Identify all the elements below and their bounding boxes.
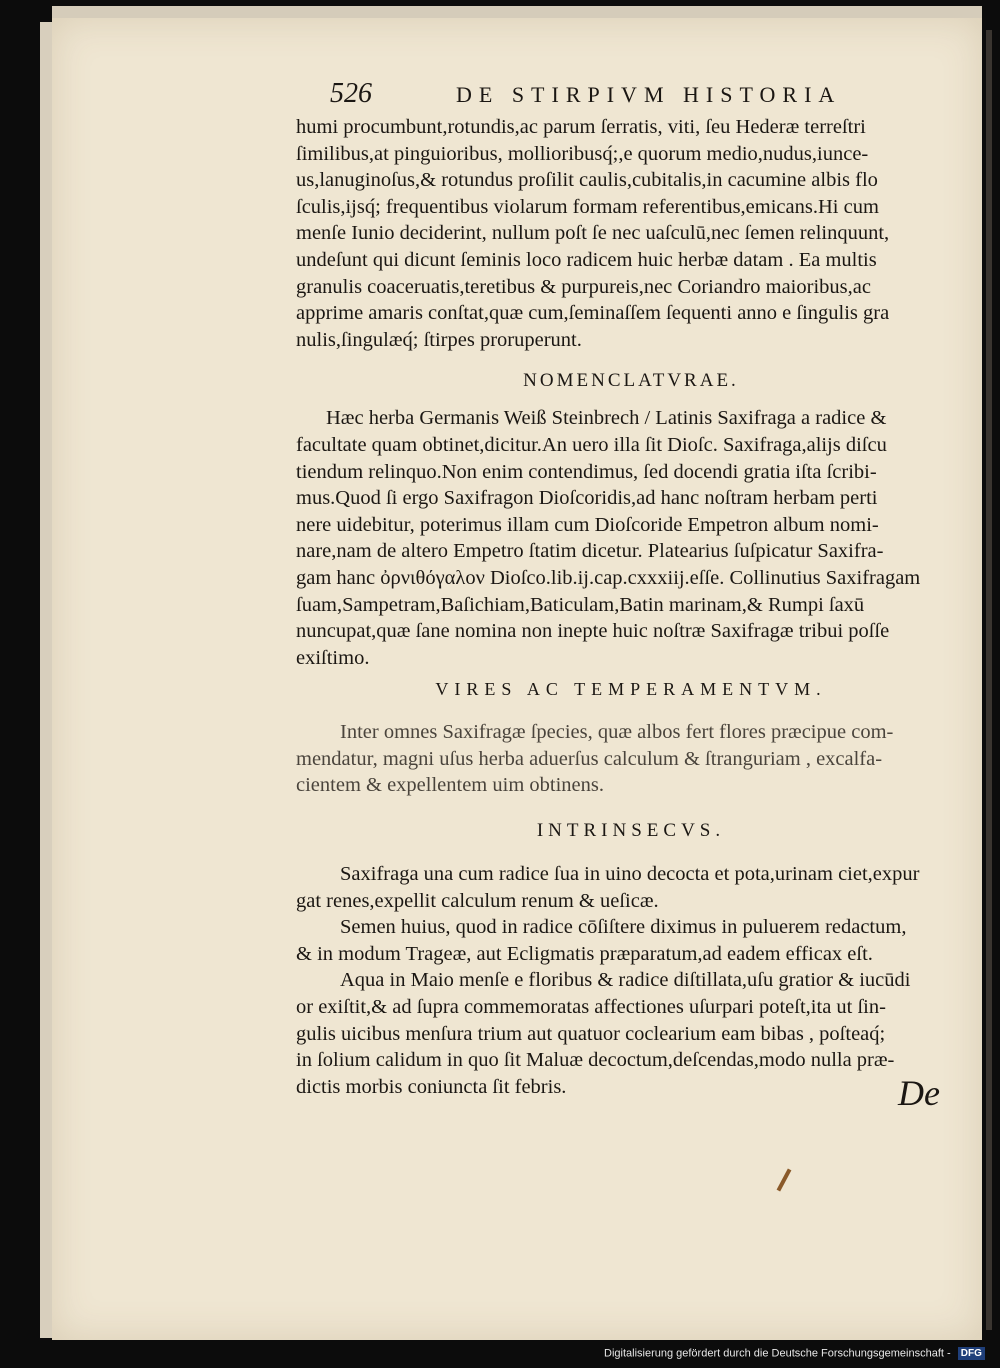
text-line: dictis morbis coniuncta ſit febris. [296, 1075, 567, 1098]
credit-text: Digitalisierung gefördert durch die Deutsche Forschungsgemeinschaft - [604, 1347, 951, 1360]
text-line: nulis,ſingulæq́; ſtirpes proruperunt. [296, 328, 582, 351]
text-line: or exiſtit,& ad ſupra commemoratas affectiones uſurpari poteſt,ita ut ſin- [296, 996, 886, 1019]
paragraph-intrinsecus-2 [296, 914, 966, 967]
section-heading-nomenclature: NOMENCLATVRAE. [523, 370, 739, 392]
text-line: menſe Iunio deciderint, nullum poſt ſe nec uaſculū,nec ſemen relinquunt, [296, 222, 890, 245]
text-line: ſuam,Sampetram,Baſichiam,Baticulam,Batin marinam,& Rumpi ſaxū [296, 593, 865, 616]
text-line: nare,nam de altero Empetro ſtatim dicetur. Platearius ſuſpicatur Saxifra- [296, 540, 884, 563]
folio-number: 526 [330, 78, 372, 109]
text-line: ſculis,ĳsq́; frequentibus violarum formam referentibus,emicans.Hi cum [296, 195, 879, 218]
paragraph-intrinsecus-1 [296, 861, 966, 914]
section-heading-vires: VIRES AC TEMPERAMENTVM. [435, 679, 827, 700]
text-line: nuncupat,quæ ſane nomina non inepte huic noſtræ Saxifragæ tribui poſſe [296, 620, 890, 643]
page-edge-shadow [986, 30, 992, 1330]
text-line: Semen huius, quod in radice cōſiſtere diximus in puluerem redactum, [340, 916, 907, 939]
text-line: gulis uicibus menſura trium aut quatuor coclearium eam bibas , poſteaq́; [296, 1022, 886, 1045]
section-heading-intrinsecus: INTRINSECVS. [536, 820, 726, 842]
text-line: undeſunt qui dicunt ſeminis loco radicem huic herbæ datam . Ea multis [296, 248, 877, 271]
text-line: & in modum Trageæ, aut Ecligmatis præparatum,ad eadem efficax eſt. [296, 942, 873, 965]
catchword: De [898, 1073, 940, 1113]
text-line: facultate quam obtinet,dicitur.An uero illa ſit Dioſc. Saxifraga,alĳs diſcu [296, 433, 887, 456]
text-line: cientem & expellentem uim obtinens. [296, 774, 604, 797]
text-line: gam hanc ὀρνιθόγαλον Dioſco.lib.ĳ.cap.cxxxiĳ.eſſe. Collinutius Saxifragam [296, 566, 921, 589]
text-line: mus.Quod ſi ergo Saxifragon Dioſcoridis,ad hanc noſtram herbam perti [296, 487, 878, 510]
text-line: tiendum relinquo.Non enim contendimus, ſed docendi gratia iſta ſcribi- [296, 460, 877, 483]
text-line: Saxifraga una cum radice ſua in uino decocta et pota,urinam ciet,expur [340, 863, 920, 886]
text-line: Inter omnes Saxifragæ ſpecies, quæ albos fert flores præcipue com- [340, 721, 894, 744]
paragraph-description [296, 114, 966, 353]
running-title: DE STIRPIVM HISTORIA [456, 82, 842, 107]
text-line: nere uidebitur, poterimus illam cum Dioſcoride Empetron album nomi- [296, 513, 879, 536]
page-body [296, 114, 966, 1100]
text-line: granulis coaceruatis,teretibus & purpureis,nec Coriandro maioribus,ac [296, 275, 871, 298]
text-line: Aqua in Maio menſe e floribus & radice diſtillata,uſu gratior & iucūdi [340, 969, 911, 992]
text-line: mendatur, magni uſus herba aduerſus calculum & ſtranguriam , excalfa- [296, 747, 883, 770]
paragraph-intrinsecus-3 [296, 967, 966, 1100]
text-line: us,lanuginoſus,& rotundus proſilit caulis,cubitalis,in cacumine albis flo [296, 169, 878, 192]
dfg-logo-icon: DFG [958, 1347, 985, 1360]
text-line: ſimilibus,at pinguioribus, mollioribusq́;,e quorum medio,nudus,iunce- [296, 142, 869, 165]
text-line: apprime amaris conſtat,quæ cum,ſeminaſſem ſequenti anno e ſingulis gra [296, 302, 890, 325]
page-header [330, 78, 850, 114]
paragraph-nomenclature [296, 405, 966, 671]
paragraph-vires [296, 719, 966, 799]
digitization-credit [604, 1347, 985, 1363]
text-line: humi procumbunt,rotundis,ac parum ſerratis, viti, ſeu Hederæ terreſtri [296, 116, 866, 138]
text-line: exiſtimo. [296, 646, 370, 669]
text-line: Hæc herba Germanis Weiß Steinbrech / Latinis Saxifraga a radice & [326, 407, 887, 430]
text-line: gat renes,expellit calculum renum & ueſicæ. [296, 889, 659, 912]
text-line: in ſolium calidum in quo ſit Maluæ decoctum,deſcendas,modo nulla præ- [296, 1049, 895, 1072]
